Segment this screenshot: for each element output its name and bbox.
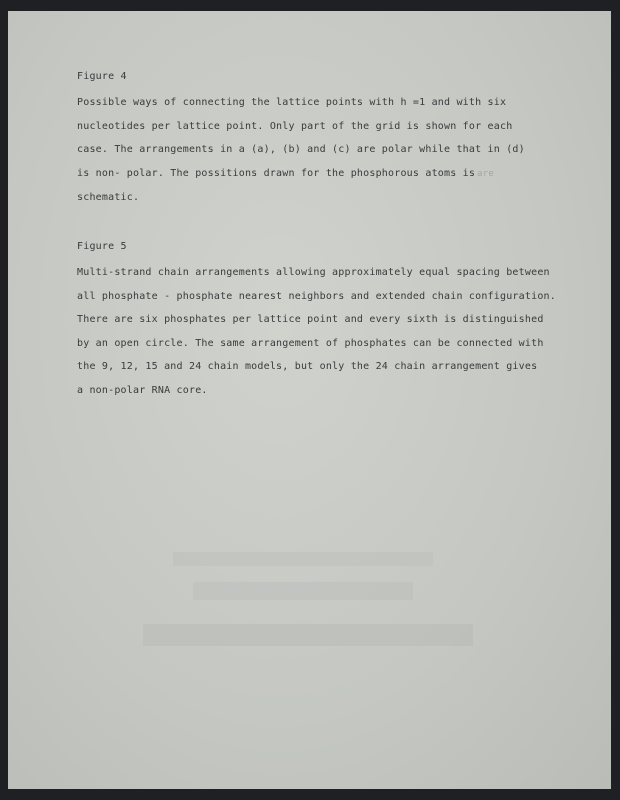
- figure-5-line: Multi-strand chain arrangements allowing approximately equal spacing between: [77, 267, 550, 278]
- document-page: [8, 11, 611, 789]
- figure-4-caption: [77, 69, 547, 210]
- figure-5-line: all phosphate - phosphate nearest neighbors and extended chain configuration.: [77, 290, 556, 302]
- figure-4-heading: Figure 4: [77, 71, 127, 82]
- show-through-marks: [133, 546, 513, 656]
- figure-4-line: schematic.: [77, 192, 140, 204]
- figure-5-line: a non-polar RNA core.: [77, 384, 208, 396]
- figure-4-line: case. The arrangements in a (a), (b) and (c) are polar while that in (d): [77, 144, 525, 156]
- figure-5-line: the 9, 12, 15 and 24 chain models, but only the 24 chain arrangement gives: [77, 361, 538, 373]
- figure-5-line: There are six phosphates per lattice point and every sixth is distinguished: [77, 314, 544, 326]
- handwritten-margin-note: are: [477, 168, 494, 179]
- figure-5-caption: [77, 239, 556, 403]
- figure-4-line-text: is non- polar. The possitions drawn for the phosphorous atoms is: [77, 167, 476, 179]
- figure-5-heading: Figure 5: [77, 241, 127, 252]
- figure-5-line: by an open circle. The same arrangement of phosphates can be connected with: [77, 337, 544, 349]
- figure-4-line: nucleotides per lattice point. Only part of the grid is shown for each: [77, 120, 513, 132]
- figure-4-line: [77, 162, 547, 187]
- figure-4-line: Possible ways of connecting the lattice points with h =1 and with six: [77, 97, 507, 108]
- show-through-bleed: [133, 546, 513, 656]
